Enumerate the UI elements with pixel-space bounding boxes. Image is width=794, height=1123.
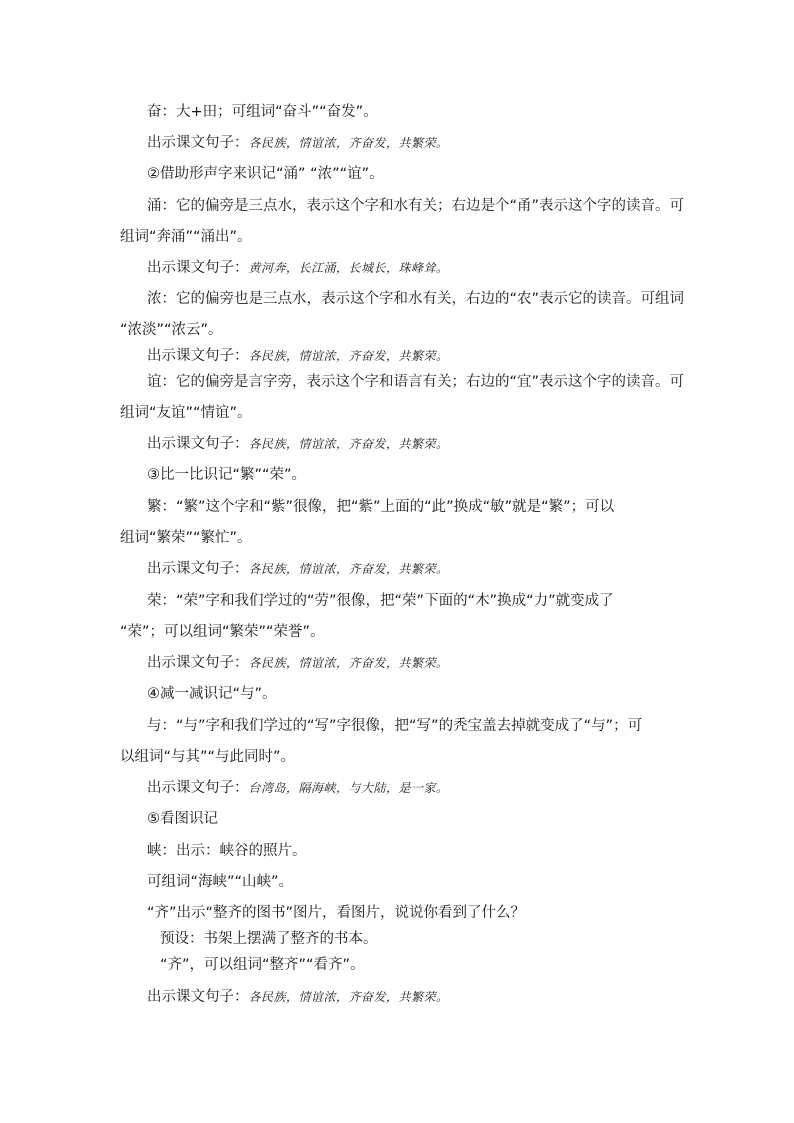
sentence-line: 出示课文句子：各民族，情谊浓，齐奋发，共繁荣。 [147, 655, 449, 671]
text-line: 组词“友谊”“情谊”。 [120, 405, 252, 421]
section-heading: ③比一比识记“繁”“荣”。 [147, 467, 307, 483]
text-line: 以组词“与其”“与此同时”。 [120, 749, 296, 765]
text-line: 荣：“荣”字和我们学过的“劳”很像，把“荣”下面的“木”换成“力”就变成了 [147, 593, 614, 609]
text-line: “荣”；可以组词“繁荣”“荣誉”。 [120, 624, 325, 640]
text-line: 组词“繁荣”“繁忙”。 [120, 530, 252, 546]
text-line: 涌：它的偏旁是三点水，表示这个字和水有关；右边是个“甬”表示这个字的读音。可 [147, 198, 685, 214]
text-line: “齐”出示“整齐的图书”图片，看图片，说说你看到了什么？ [147, 905, 526, 921]
section-heading: ④减一减识记“与”。 [147, 686, 277, 702]
sentence-line: 出示课文句子：各民族，情谊浓，齐奋发，共繁荣。 [147, 348, 449, 364]
section-heading: ⑤看图识记 [147, 811, 218, 827]
text-line: 与：“与”字和我们学过的“写”字很像，把“写”的秃宝盖去掉就变成了“与”；可 [147, 718, 643, 734]
text-line: “齐”，可以组词“整齐”“看齐”。 [160, 957, 365, 973]
section-heading: ②借助形声字来识记“涌” “浓”“谊”。 [147, 166, 384, 182]
text-line: 谊：它的偏旁是言字旁，表示这个字和语言有关；右边的“宜”表示这个字的读音。可 [147, 374, 685, 390]
text-line: 浓：它的偏旁也是三点水，表示这个字和水有关，右边的“农”表示它的读音。可组词 [147, 291, 685, 307]
sentence-line: 出示课文句子：各民族，情谊浓，齐奋发，共繁荣。 [147, 436, 449, 452]
text-line: 可组词“海峡”“山峡”。 [147, 874, 294, 890]
text-line: 峡：出示：峡谷的照片。 [147, 843, 307, 859]
text-line: “浓淡”“浓云”。 [120, 322, 223, 338]
sentence-line: 出示课文句子：各民族，情谊浓，齐奋发，共繁荣。 [147, 135, 449, 151]
text-line: 组词“奔涌”“涌出”。 [120, 229, 252, 245]
text-line: 繁：“繁”这个字和“紫”很像，把“紫”上面的“此”换成“敏”就是“繁”；可以 [147, 499, 615, 515]
sentence-line: 出示课文句子：各民族，情谊浓，齐奋发，共繁荣。 [147, 561, 449, 577]
sentence-line: 出示课文句子：台湾岛，隔海峡，与大陆，是一家。 [147, 780, 449, 796]
sentence-line: 出示课文句子：各民族，情谊浓，齐奋发，共繁荣。 [147, 989, 449, 1005]
preset-answer: 预设：书架上摆满了整齐的书本。 [160, 931, 378, 947]
text-line: 奋：大+田；可组词“奋斗”“奋发”。 [147, 104, 378, 120]
sentence-line: 出示课文句子：黄河奔，长江涌，长城长，珠峰耸。 [147, 260, 449, 276]
